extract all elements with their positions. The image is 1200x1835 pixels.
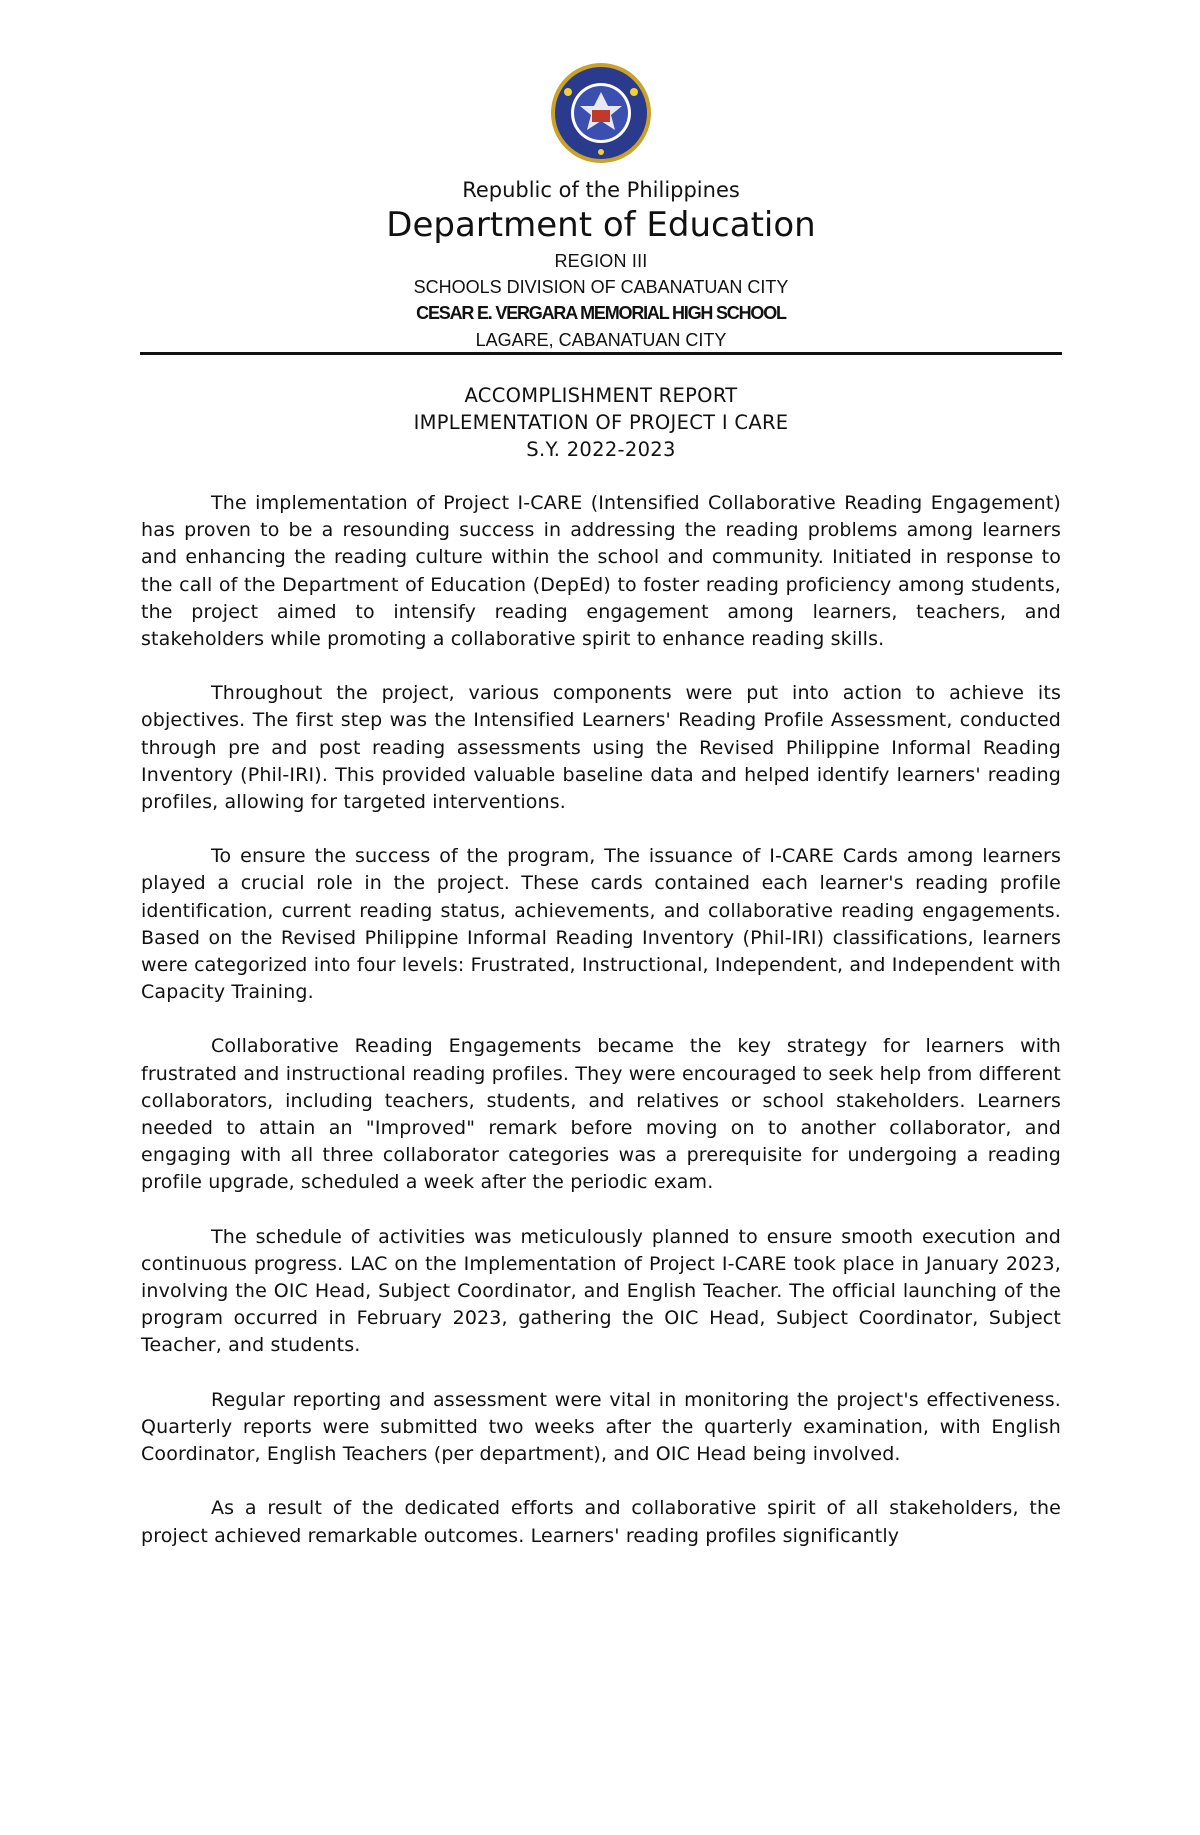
- paragraph: To ensure the success of the program, The issuance of I-CARE Cards among learners played a crucial role in the project. These cards contained each learner's reading profile identification, current reading status, achievements, and collaborative reading engagements. Based on the Revised Philippine Informal Reading Inventory (Phil-IRI) classifications, learners were categorized into four levels: Frustrated, Instructional, Independent, and Independent with Capacity Training.: [141, 845, 1061, 1004]
- paragraph: As a result of the dedicated efforts and collaborative spirit of all stakeholders, the project achieved remarkable outcomes. Learners' reading profiles significantly: [141, 1497, 1061, 1547]
- report-subtitle: IMPLEMENTATION OF PROJECT I CARE: [413, 411, 789, 434]
- paragraph: The schedule of activities was meticulously planned to ensure smooth execution and continuous progress. LAC on the Implementation of Project I-CARE took place in January 2023, involving the OIC Head, Subject Coordinator, and English Teacher. The official launching of the program occurred in February 2023, gathering the OIC Head, Subject Coordinator, Subject Teacher, and students.: [141, 1225, 1061, 1357]
- school-year: S.Y. 2022-2023: [526, 438, 676, 461]
- paragraph: Throughout the project, various components were put into action to achieve its objectives. The first step was the Intensified Learners' Reading Profile Assessment, conducted through pre and post reading assessments using the Revised Philippine Informal Reading Inventory (Phil-IRI). This provided valuable baseline data and helped identify learners' reading profiles, allowing for targeted interventions.: [141, 682, 1061, 814]
- deped-seal-icon: [550, 62, 652, 164]
- paragraph: The implementation of Project I-CARE (Intensified Collaborative Reading Engagement) has proven to be a resounding success in addressing the reading problems among learners and enhancing the reading culture within the school and community. Initiated in response to the call of the Department of Education (DepEd) to foster reading proficiency among students, the project aimed to intensify reading engagement among learners, teachers, and stakeholders while promoting a collaborative spirit to enhance reading skills.: [141, 492, 1061, 651]
- region-line: REGION III: [554, 251, 648, 271]
- report-body: [141, 490, 1061, 1577]
- republic-line: Republic of the Philippines: [462, 178, 740, 202]
- header-divider: [140, 352, 1062, 355]
- report-title: ACCOMPLISHMENT REPORT: [464, 384, 738, 407]
- paragraph: Collaborative Reading Engagements became the key strategy for learners with frustrated and instructional reading profiles. They were encouraged to seek help from different collaborators, including teachers, students, and relatives or school stakeholders. Learners needed to attain an "Improved" remark before moving on to another collaborator, and engaging with all three collaborator categories was a prerequisite for undergoing a reading profile upgrade, scheduled a week after the periodic exam.: [141, 1035, 1061, 1194]
- division-line: SCHOOLS DIVISION OF CABANATUAN CITY: [413, 277, 789, 297]
- department-name: Department of Education: [386, 205, 816, 245]
- school-address: LAGARE, CABANATUAN CITY: [475, 330, 727, 350]
- paragraph: Regular reporting and assessment were vital in monitoring the project's effectiveness. Quarterly reports were submitted two weeks after the quarterly examination, with English Coordinator, English Teachers (per department), and OIC Head being involved.: [141, 1388, 1061, 1466]
- school-name: CESAR E. VERGARA MEMORIAL HIGH SCHOOL: [416, 303, 786, 323]
